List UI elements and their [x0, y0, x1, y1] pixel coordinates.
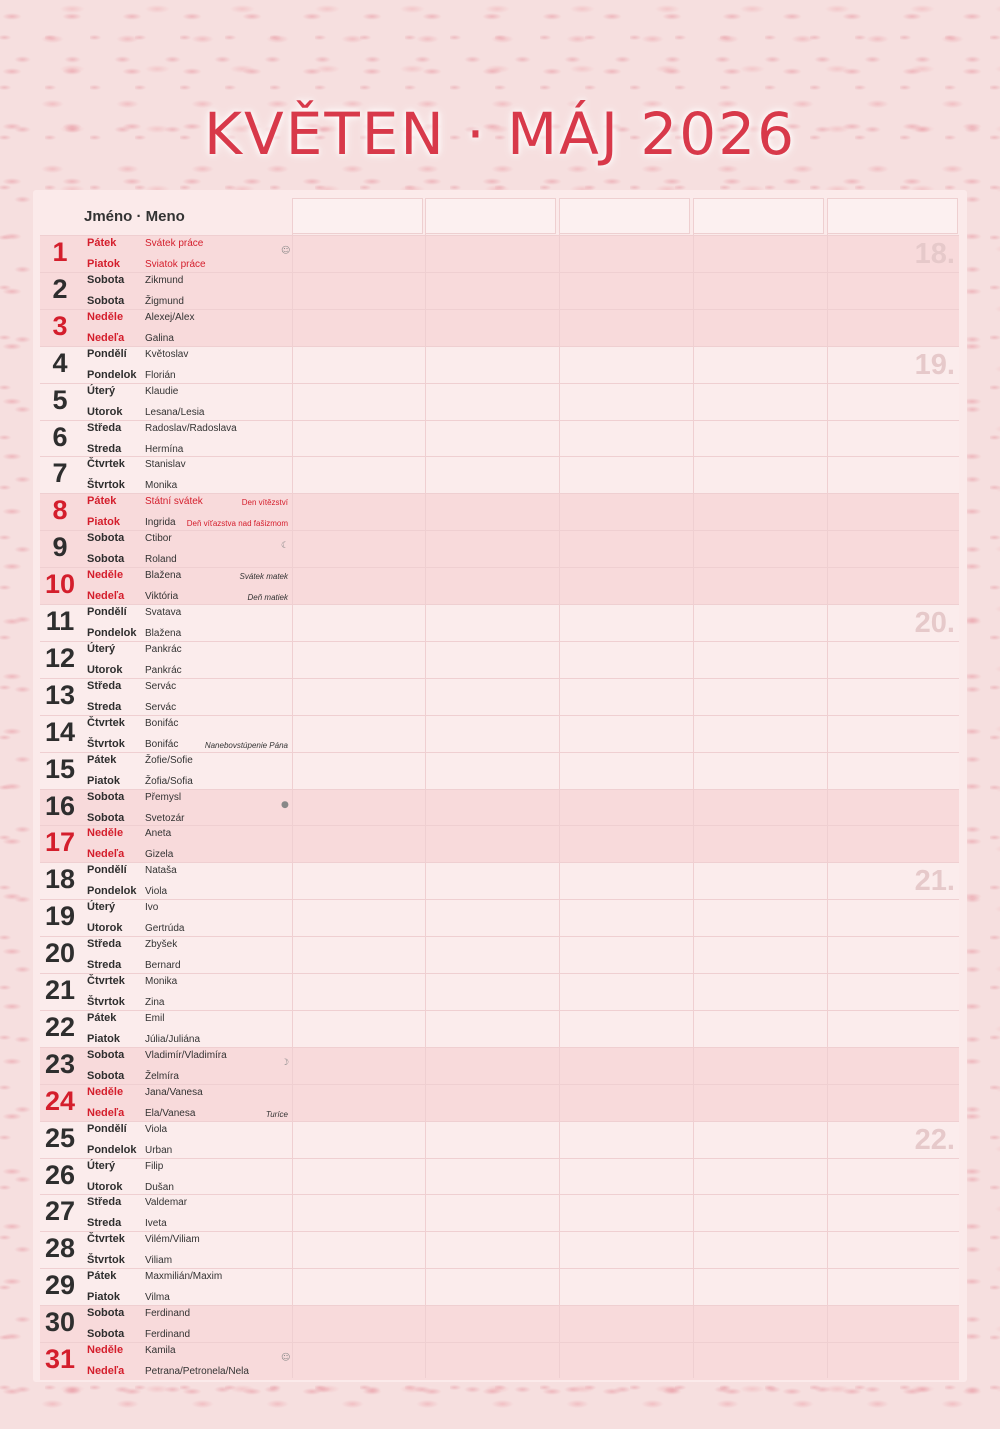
day-row[interactable]	[40, 1231, 959, 1269]
day-row[interactable]	[40, 1268, 959, 1306]
weekday-sk: Piatok	[87, 516, 121, 529]
day-row[interactable]	[40, 235, 959, 273]
holiday-sk: Deň víťazstva nad fašizmom	[186, 519, 288, 529]
weekday-cz: Středa	[87, 938, 122, 951]
day-number: 21	[44, 975, 76, 1005]
day-row[interactable]	[40, 493, 959, 531]
nameday-cz: Maxmilián/Maxim	[145, 1271, 223, 1283]
week-number: 19.	[914, 348, 955, 381]
nameday-sk: Ela/Vanesa	[145, 1107, 196, 1119]
day-number: 8	[52, 495, 68, 526]
nameday-sk: Florián	[145, 369, 176, 381]
nameday-cz: Kamila	[145, 1345, 176, 1356]
nameday-cz: Státní svátek	[145, 496, 203, 508]
name-column-header: Jméno · Meno	[84, 208, 185, 225]
day-row[interactable]	[40, 309, 959, 347]
weekday-cz: Sobota	[87, 532, 125, 545]
day-number: 16	[44, 790, 76, 821]
family-column-header-5	[827, 198, 958, 234]
holiday-cz: Den vítězství	[241, 498, 288, 508]
weekday-cz: Neděle	[87, 310, 124, 323]
weekday-cz: Úterý	[87, 901, 116, 914]
day-number: 31	[44, 1344, 76, 1374]
weekday-cz: Středa	[87, 679, 122, 692]
nameday-cz: Jana/Vanesa	[145, 1086, 203, 1098]
nameday-sk: Svetozár	[145, 812, 185, 824]
weekday-sk: Piatok	[87, 258, 121, 270]
weekday-sk: Nedeľa	[87, 590, 125, 603]
day-number: 12	[44, 642, 76, 673]
family-column-header-4	[693, 198, 824, 234]
day-row[interactable]	[40, 641, 959, 679]
family-column-header-1	[292, 198, 423, 234]
day-row[interactable]	[40, 346, 959, 384]
weekday-sk: Pondelok	[87, 885, 137, 898]
column-divider	[292, 198, 293, 1378]
nameday-sk: Želmíra	[145, 1070, 179, 1082]
nameday-cz: Květoslav	[145, 348, 189, 360]
weekday-cz: Středa	[87, 421, 122, 434]
day-row[interactable]	[40, 1084, 959, 1122]
day-row[interactable]	[40, 1047, 959, 1085]
nameday-sk: Viliam	[145, 1255, 173, 1267]
day-number: 9	[52, 532, 68, 563]
nameday-sk: Servác	[145, 701, 177, 713]
week-number: 18.	[914, 238, 955, 270]
nameday-sk: Hermína	[145, 443, 184, 455]
nameday-cz: Emil	[145, 1012, 165, 1024]
day-row[interactable]	[40, 1121, 959, 1159]
day-row[interactable]	[40, 604, 959, 642]
weekday-sk: Streda	[87, 1217, 122, 1230]
day-number: 15	[44, 753, 76, 784]
nameday-cz: Vilém/Viliam	[145, 1234, 200, 1246]
day-number: 30	[44, 1307, 76, 1338]
day-row[interactable]	[40, 1194, 959, 1232]
last-quarter-icon: ☾	[281, 541, 290, 552]
weekday-cz: Neděle	[87, 1344, 124, 1356]
nameday-cz: Radoslav/Radoslava	[145, 422, 237, 434]
day-row[interactable]	[40, 1010, 959, 1048]
nameday-cz: Servác	[145, 680, 177, 692]
weekday-cz: Pátek	[87, 1270, 117, 1283]
nameday-sk: Bonifác	[145, 738, 179, 750]
day-number: 26	[44, 1159, 76, 1190]
day-row[interactable]	[40, 272, 959, 310]
week-number: 20.	[914, 607, 955, 639]
weekday-sk: Utorok	[87, 663, 123, 676]
day-number: 3	[52, 310, 68, 341]
weekday-cz: Čtvrtek	[87, 716, 125, 729]
day-row[interactable]	[40, 899, 959, 937]
weekday-sk: Nedeľa	[87, 848, 125, 861]
weekday-sk: Sobota	[87, 553, 125, 566]
family-column-header-2	[425, 198, 556, 234]
weekday-cz: Pondělí	[87, 1122, 127, 1135]
weekday-cz: Pátek	[87, 1011, 117, 1024]
nameday-cz: Ivo	[145, 902, 159, 914]
weekday-cz: Čtvrtek	[87, 1233, 125, 1246]
nameday-cz: Ctibor	[145, 533, 172, 545]
weekday-sk: Sobota	[87, 1069, 125, 1082]
weekday-sk: Sobota	[87, 294, 125, 307]
weekday-cz: Úterý	[87, 1159, 116, 1172]
weekday-sk: Piatok	[87, 1291, 121, 1304]
weekday-sk: Pondelok	[87, 368, 137, 381]
nameday-cz: Blažena	[145, 570, 182, 582]
day-row[interactable]	[40, 1305, 959, 1343]
nameday-cz: Zbyšek	[145, 939, 178, 951]
family-column-header-3	[559, 198, 690, 234]
nameday-cz: Svatava	[145, 607, 182, 618]
weekday-sk: Štvrtok	[87, 737, 125, 750]
day-row[interactable]	[40, 825, 959, 863]
column-divider	[693, 198, 694, 1378]
nameday-cz: Nataša	[145, 865, 177, 877]
weekday-cz: Úterý	[87, 384, 116, 397]
day-row[interactable]	[40, 420, 959, 458]
nameday-cz: Filip	[145, 1160, 164, 1172]
day-row[interactable]	[40, 715, 959, 753]
weekday-cz: Pátek	[87, 753, 117, 766]
holiday-sk: Deň matiek	[247, 593, 288, 603]
nameday-sk: Petrana/Petronela/Nela	[145, 1366, 249, 1377]
day-number: 7	[52, 458, 68, 489]
full-moon-icon: ☺	[281, 1353, 291, 1363]
day-number: 23	[44, 1048, 76, 1079]
holiday-cz: Svátek matek	[239, 572, 288, 582]
weekday-cz: Neděle	[87, 1085, 124, 1098]
weekday-sk: Streda	[87, 700, 122, 713]
weekday-cz: Pátek	[87, 495, 117, 508]
nameday-sk: Iveta	[145, 1218, 167, 1230]
nameday-cz: Viola	[145, 1123, 168, 1135]
day-number: 13	[44, 679, 76, 710]
weekday-cz: Sobota	[87, 273, 125, 286]
weekday-cz: Sobota	[87, 1048, 125, 1061]
day-row[interactable]	[40, 567, 959, 605]
page-title: KVĚTEN · MÁJ 2026	[204, 100, 796, 168]
nameday-cz: Bonifác	[145, 717, 179, 729]
week-number: 22.	[914, 1123, 955, 1156]
nameday-sk: Urban	[145, 1144, 173, 1156]
day-number: 24	[44, 1085, 76, 1116]
nameday-sk: Vilma	[145, 1292, 170, 1304]
weekday-cz: Pondělí	[87, 606, 127, 618]
weekday-cz: Sobota	[87, 790, 125, 803]
weekday-sk: Štvrtok	[87, 996, 125, 1008]
day-number: 18	[44, 864, 76, 895]
week-number: 21.	[914, 865, 955, 898]
weekday-sk: Nedeľa	[87, 1365, 125, 1377]
weekday-sk: Utorok	[87, 922, 123, 935]
weekday-sk: Streda	[87, 442, 122, 455]
new-moon-icon: ●	[281, 799, 289, 810]
weekday-sk: Streda	[87, 959, 122, 972]
column-divider	[559, 198, 560, 1378]
weekday-sk: Pondelok	[87, 1143, 137, 1156]
weekday-sk: Štvrtok	[87, 479, 125, 492]
day-number: 20	[44, 938, 76, 969]
weekday-cz: Neděle	[87, 569, 124, 582]
day-row[interactable]	[40, 862, 959, 900]
nameday-cz: Žofie/Sofie	[145, 754, 193, 766]
nameday-sk: Žigmund	[145, 295, 184, 307]
weekday-sk: Piatok	[87, 1032, 121, 1045]
day-number: 1	[52, 237, 68, 267]
day-number: 29	[44, 1270, 76, 1301]
weekday-cz: Úterý	[87, 642, 116, 655]
weekday-cz: Pondělí	[87, 864, 127, 877]
nameday-sk: Ingrida	[145, 517, 176, 529]
nameday-sk: Roland	[145, 554, 177, 566]
day-row[interactable]	[40, 1342, 959, 1380]
nameday-sk: Lesana/Lesia	[145, 406, 205, 418]
weekday-sk: Sobota	[87, 1328, 125, 1341]
weekday-sk: Nedeľa	[87, 1106, 125, 1119]
weekday-cz: Středa	[87, 1196, 122, 1209]
nameday-sk: Bernard	[145, 960, 181, 972]
weekday-sk: Utorok	[87, 405, 123, 418]
nameday-cz: Ferdinand	[145, 1308, 191, 1320]
nameday-sk: Gizela	[145, 849, 174, 861]
day-row[interactable]	[40, 678, 959, 716]
day-number: 4	[52, 347, 68, 378]
weekday-sk: Sobota	[87, 811, 125, 824]
nameday-cz: Valdemar	[145, 1197, 188, 1209]
column-divider	[827, 198, 828, 1378]
nameday-sk: Blažena	[145, 628, 182, 639]
nameday-sk: Monika	[145, 480, 178, 492]
nameday-sk: Pankrác	[145, 664, 182, 676]
nameday-sk: Viktória	[145, 591, 179, 603]
nameday-sk: Žofia/Sofia	[145, 775, 193, 787]
nameday-sk: Zina	[145, 997, 165, 1008]
weekday-sk: Štvrtok	[87, 1254, 125, 1267]
column-divider	[425, 198, 426, 1378]
weekday-sk: Piatok	[87, 774, 121, 787]
day-number: 5	[52, 384, 68, 415]
day-row[interactable]	[40, 936, 959, 974]
day-row[interactable]	[40, 456, 959, 494]
day-number: 27	[44, 1196, 76, 1227]
holiday-sk: Turíce	[265, 1109, 288, 1119]
full-moon-icon: ☺	[281, 246, 291, 256]
day-number: 2	[52, 273, 68, 304]
nameday-sk: Ferdinand	[145, 1329, 191, 1341]
day-row[interactable]	[40, 752, 959, 790]
nameday-cz: Přemysl	[145, 791, 182, 803]
first-quarter-icon: ☽	[281, 1057, 290, 1068]
day-row[interactable]	[40, 789, 959, 827]
weekday-cz: Pondělí	[87, 347, 127, 360]
nameday-sk: Viola	[145, 886, 168, 898]
day-number: 6	[52, 421, 68, 452]
day-row[interactable]	[40, 383, 959, 421]
day-number: 11	[45, 606, 75, 636]
nameday-cz: Alexej/Alex	[145, 311, 195, 323]
weekday-cz: Čtvrtek	[87, 458, 125, 471]
nameday-cz: Klaudie	[145, 385, 179, 397]
day-number: 25	[44, 1122, 76, 1153]
weekday-sk: Utorok	[87, 1180, 123, 1193]
day-row[interactable]	[40, 1158, 959, 1196]
day-row[interactable]	[40, 530, 959, 568]
nameday-sk: Júlia/Juliána	[145, 1033, 201, 1045]
day-number: 19	[44, 901, 76, 932]
nameday-sk: Sviatok práce	[145, 259, 206, 270]
nameday-sk: Dušan	[145, 1181, 174, 1193]
day-number: 14	[44, 716, 76, 747]
day-row[interactable]	[40, 973, 959, 1011]
nameday-cz: Aneta	[145, 828, 172, 840]
nameday-cz: Svátek práce	[145, 238, 204, 249]
day-number: 10	[44, 569, 76, 600]
weekday-cz: Čtvrtek	[87, 975, 125, 987]
day-number: 17	[44, 827, 76, 858]
weekday-cz: Sobota	[87, 1307, 125, 1320]
weekday-cz: Pátek	[87, 237, 117, 249]
nameday-cz: Pankrác	[145, 643, 182, 655]
nameday-cz: Zikmund	[145, 274, 184, 286]
nameday-cz: Monika	[145, 976, 178, 987]
nameday-cz: Vladimír/Vladimíra	[145, 1049, 227, 1061]
weekday-sk: Nedeľa	[87, 331, 125, 344]
weekday-sk: Pondelok	[87, 627, 137, 639]
nameday-sk: Gertrúda	[145, 923, 185, 935]
day-number: 22	[44, 1011, 76, 1042]
nameday-cz: Stanislav	[145, 459, 186, 471]
weekday-cz: Neděle	[87, 827, 124, 840]
nameday-sk: Galina	[145, 332, 174, 344]
holiday-sk: Nanebovstúpenie Pána	[204, 740, 288, 750]
day-number: 28	[44, 1233, 76, 1264]
